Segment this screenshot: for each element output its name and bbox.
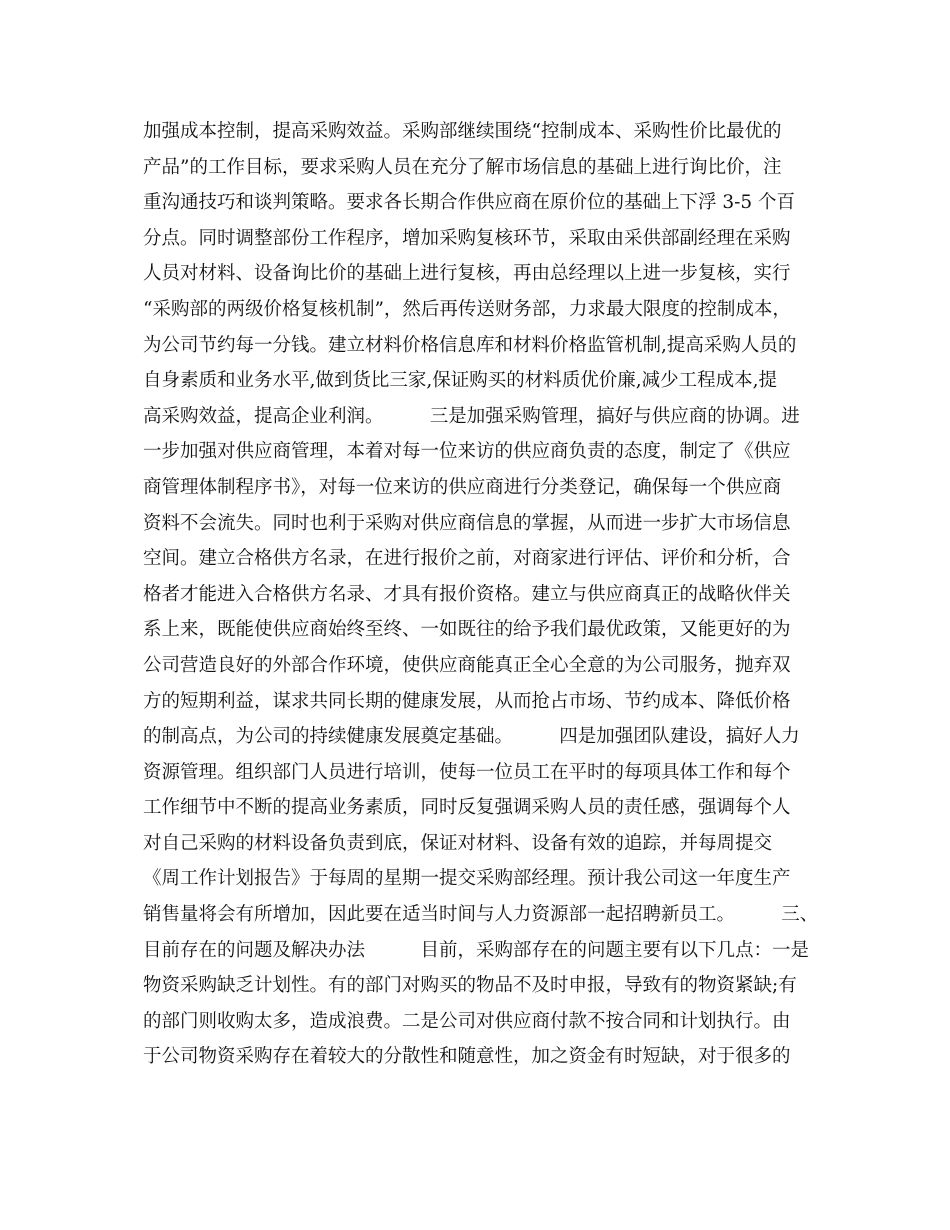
text-line: 公司营造良好的外部合作环境，使供应商能真正全心全意的为公司服务，抛弃双 [143, 654, 791, 676]
text-line: 格者才能进入合格供方名录、才具有报价资格。建立与供应商真正的战略伙伴关 [143, 583, 791, 605]
text-line: 高采购效益，提高企业利润。 三是加强采购管理，搞好与供应商的协调。进 [143, 405, 800, 427]
text-line: 销售量将会有所增加，因此要在适当时间与人力资源部一起招聘新员工。 三、 [143, 904, 819, 926]
text-line: 物资采购缺乏计划性。有的部门对购买的物品不及时申报，导致有的物资紧缺;有 [143, 975, 797, 997]
text-line: 加强成本控制，提高采购效益。采购部继续围绕“控制成本、采购性价比最优的 [143, 121, 782, 142]
text-line: 系上来，既能使供应商始终至终、一如既往的给予我们最优政策，又能更好的为 [143, 619, 791, 641]
text-line: 资源管理。组织部门人员进行培训，使每一位员工在平时的每项具体工作和每个 [143, 761, 791, 783]
text-line: 人员对材料、设备询比价的基础上进行复核，再由总经理以上进一步复核，实行 [143, 263, 791, 285]
text-line: 工作细节中不断的提高业务素质，同时反复强调采购人员的责任感，强调每个人 [143, 797, 791, 819]
text-line: 为公司节约每一分钱。建立材料价格信息库和材料价格监管机制,提高采购人员的 [143, 334, 797, 356]
text-line: 重沟通技巧和谈判策略。要求各长期合作供应商在原价位的基础上下浮 3-5 个百 [143, 192, 796, 214]
text-line: 产品”的工作目标，要求采购人员在充分了解市场信息的基础上进行询比价，注 [143, 156, 782, 178]
text-line: 的制高点，为公司的持续健康发展奠定基础。 四是加强团队建设，搞好人力 [143, 726, 800, 748]
text-line: 商管理体制程序书》，对每一位来访的供应商进行分类登记，确保每一个供应商 [143, 476, 782, 498]
body-text [143, 114, 823, 1075]
text-line: “采购部的两级价格复核机制”，然后再传送财务部，力求最大限度的控制成本， [143, 298, 791, 320]
text-line: 一步加强对供应商管理，本着对每一位来访的供应商负责的态度，制定了《供应 [143, 441, 791, 463]
text-line: 于公司物资采购存在着较大的分散性和随意性，加之资金有时短缺，对于很多的 [143, 1046, 791, 1068]
text-line: 目前存在的问题及解决办法 目前，采购部存在的问题主要有以下几点：一是 [143, 939, 810, 961]
text-line: 资料不会流失。同时也利于采购对供应商信息的掌握，从而进一步扩大市场信息 [143, 512, 791, 534]
text-line: 《周工作计划报告》于每周的星期一提交采购部经理。预计我公司这一年度生产 [143, 868, 791, 890]
text-line: 的部门则收购太多，造成浪费。二是公司对供应商付款不按合同和计划执行。由 [143, 1010, 791, 1032]
text-line: 分点。同时调整部份工作程序，增加采购复核环节，采取由采供部副经理在采购 [143, 227, 791, 249]
text-line: 对自己采购的材料设备负责到底，保证对材料、设备有效的追踪，并每周提交 [143, 832, 773, 854]
text-line: 自身素质和业务水平,做到货比三家,保证购买的材料质优价廉,减少工程成本,提 [143, 370, 778, 392]
text-line: 方的短期利益，谋求共同长期的健康发展，从而抢占市场、节约成本、降低价格 [143, 690, 791, 712]
text-line: 空间。建立合格供方名录，在进行报价之前，对商家进行评估、评价和分析，合 [143, 548, 791, 570]
